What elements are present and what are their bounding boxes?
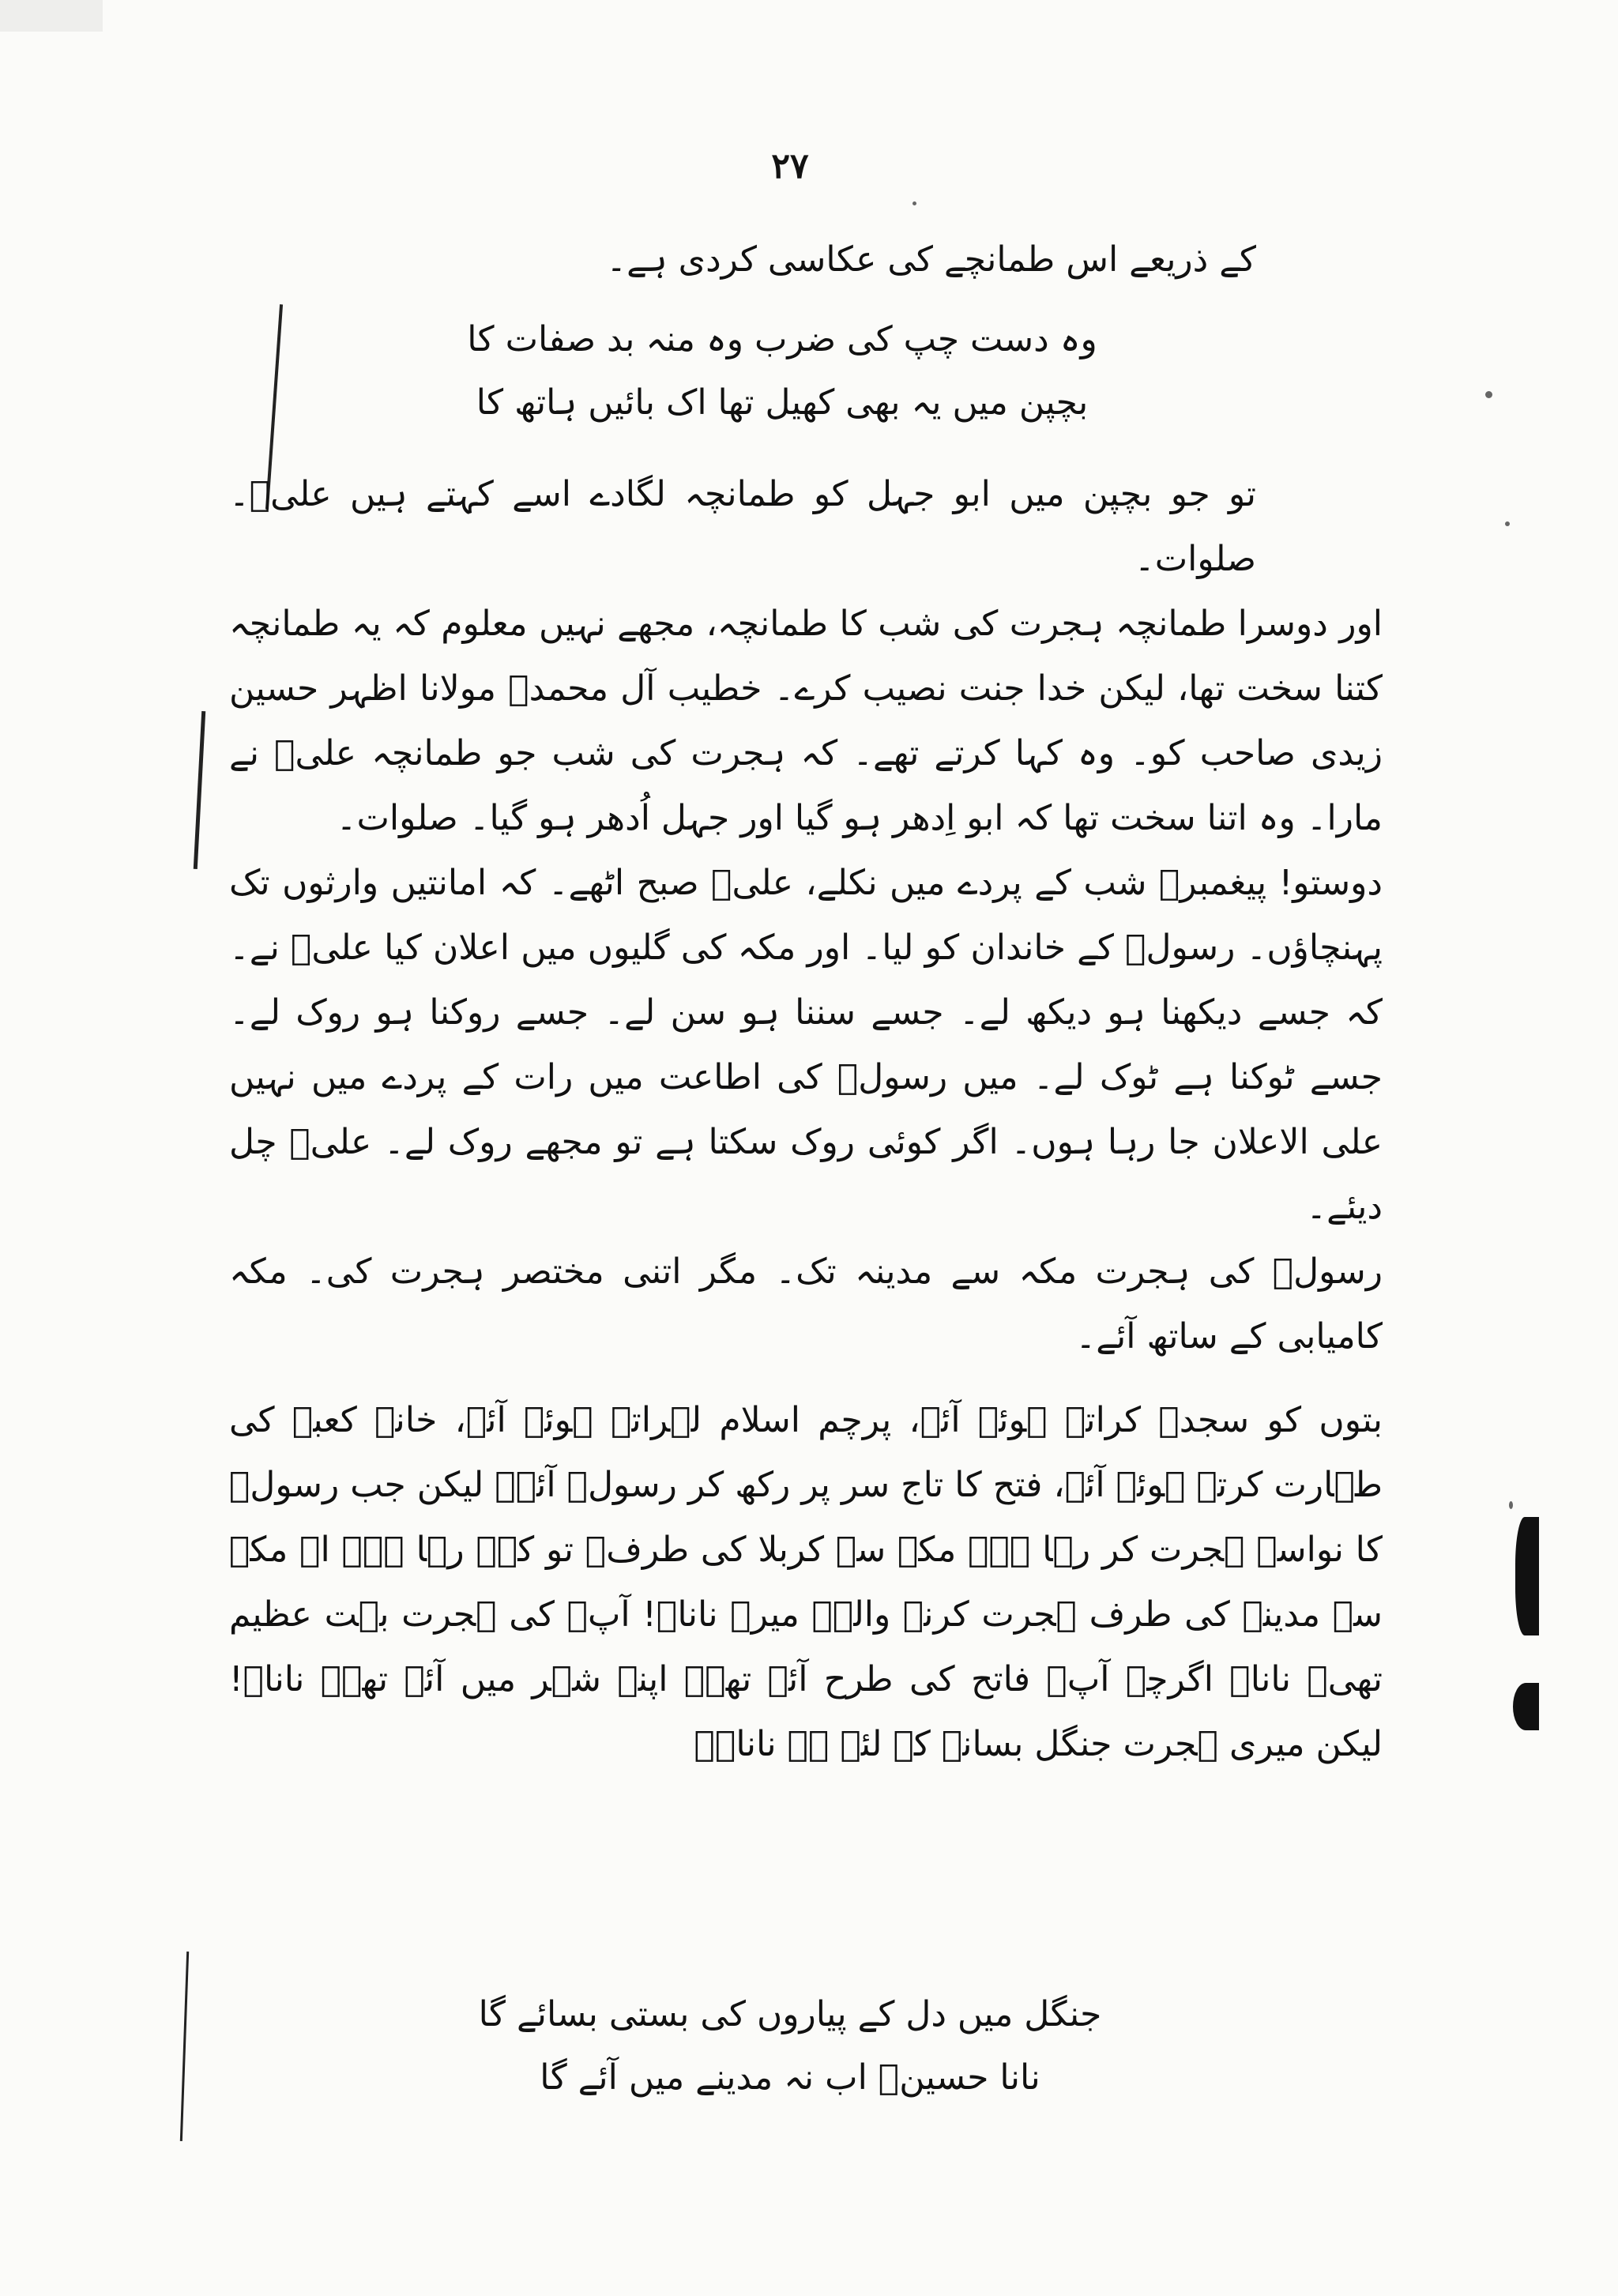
verse-line: نانا حسینؑ اب نہ مدینے میں آئے گا [540,2057,1040,2098]
scan-smudge [0,0,103,32]
margin-bracket [180,1952,189,2141]
paragraph: بتوں کو سجدہ کراتے ہوئے آئے، پرچم اسلام لہراتے ہوئے آئے، خانہ کعبہ کی طہارت کرتے ہوئے آئے، فتح کا تاج سر پر رکھ کر رسولؐ آئے۔ لیکن جب رسولؐ کا نواسہ ہجرت کر رہا ہے۔ مکہ سے کربلا کی طرف۔ تو کہہ رہا ہے۔ اے مکہ سے مدینہ کی طرف ہجرت کرنے والے۔ میرے ناناؐ! آپؐ کی ہجرت بہت عظیم تھی۔ ناناؐ اگرچہ آپؐ فاتح کی طرح آئے تھے۔ اپنے شہر میں آئے تھے۔ ناناؐ! لیکن میری ہجرت جنگل بسانے کے لئے ہے ناناؐ۔ [229,1400,1383,1764]
paragraph: دوستو! پیغمبرؐ شب کے پردے میں نکلے، علیؑ صبح اٹھے۔ کہ امانتیں وارثوں تک پہنچاؤں۔ رسولؐ کے خاندان کو لیا۔ اور مکہ کی گلیوں میں اعلان کیا علیؑ نے۔ کہ جسے دیکھنا ہو دیکھ لے۔ جسے سننا ہو سن لے۔ جسے روکنا ہو روک لے۔ جسے ٹوکنا ہے ٹوک لے۔ میں رسولؐ کی اطاعت میں رات کے پردے میں نہیں علی الاعلان جا رہا ہوں۔ اگر کوئی روک سکتا ہے تو مجھے روک لے۔ علیؑ چل دیئے۔ [229,863,1383,1227]
verse-line: وہ دست چپ کی ضرب وہ منہ بد صفات کا [467,319,1097,359]
paragraph: تو جو بچپن میں ابو جہل کو طمانچہ لگادے اسے کہتے ہیں علیؑ۔ صلوات۔ [229,474,1256,579]
body-text [229,462,1383,1777]
scan-edge-mark [1513,1683,1539,1730]
margin-bracket [194,711,205,869]
scan-speck [1509,1501,1513,1509]
scan-edge-mark [1515,1517,1539,1635]
paragraph: اور دوسرا طمانچہ ہجرت کی شب کا طمانچہ، مجھے نہیں معلوم کہ یہ طمانچہ کتنا سخت تھا، لیکن خدا جنت نصیب کرے۔ خطیب آل محمدؐ مولانا اظہر حسین زیدی صاحب کو۔ وہ کہا کرتے تھے۔ کہ ہجرت کی شب جو طمانچہ علیؑ نے مارا۔ وہ اتنا سخت تھا کہ ابو اِدھر ہو گیا اور جہل اُدھر ہو گیا۔ صلوات۔ [229,604,1383,838]
page-number: ۲۷ [771,146,809,186]
verse-line: جنگل میں دل کے پیاروں کی بستی بسائے گا [478,1994,1102,2034]
scan-speck [1505,521,1510,526]
verse-line: بچپن میں یہ بھی کھیل تھا اک بائیں ہاتھ کا [476,382,1089,423]
intro-text: کے ذریعے اس طمانچے کی عکاسی کردی ہے۔ [606,239,1256,280]
intro-line [229,228,1383,292]
paragraph: رسولؐ کی ہجرت مکہ سے مدینہ تک۔ مگر اتنی مختصر ہجرت کی۔ مکہ کامیابی کے ساتھ آئے۔ [229,1252,1383,1357]
scan-speck [1485,391,1492,398]
verse-block-2 [442,1983,1138,2110]
scan-speck [912,201,916,205]
verse-block-1 [332,308,1232,435]
